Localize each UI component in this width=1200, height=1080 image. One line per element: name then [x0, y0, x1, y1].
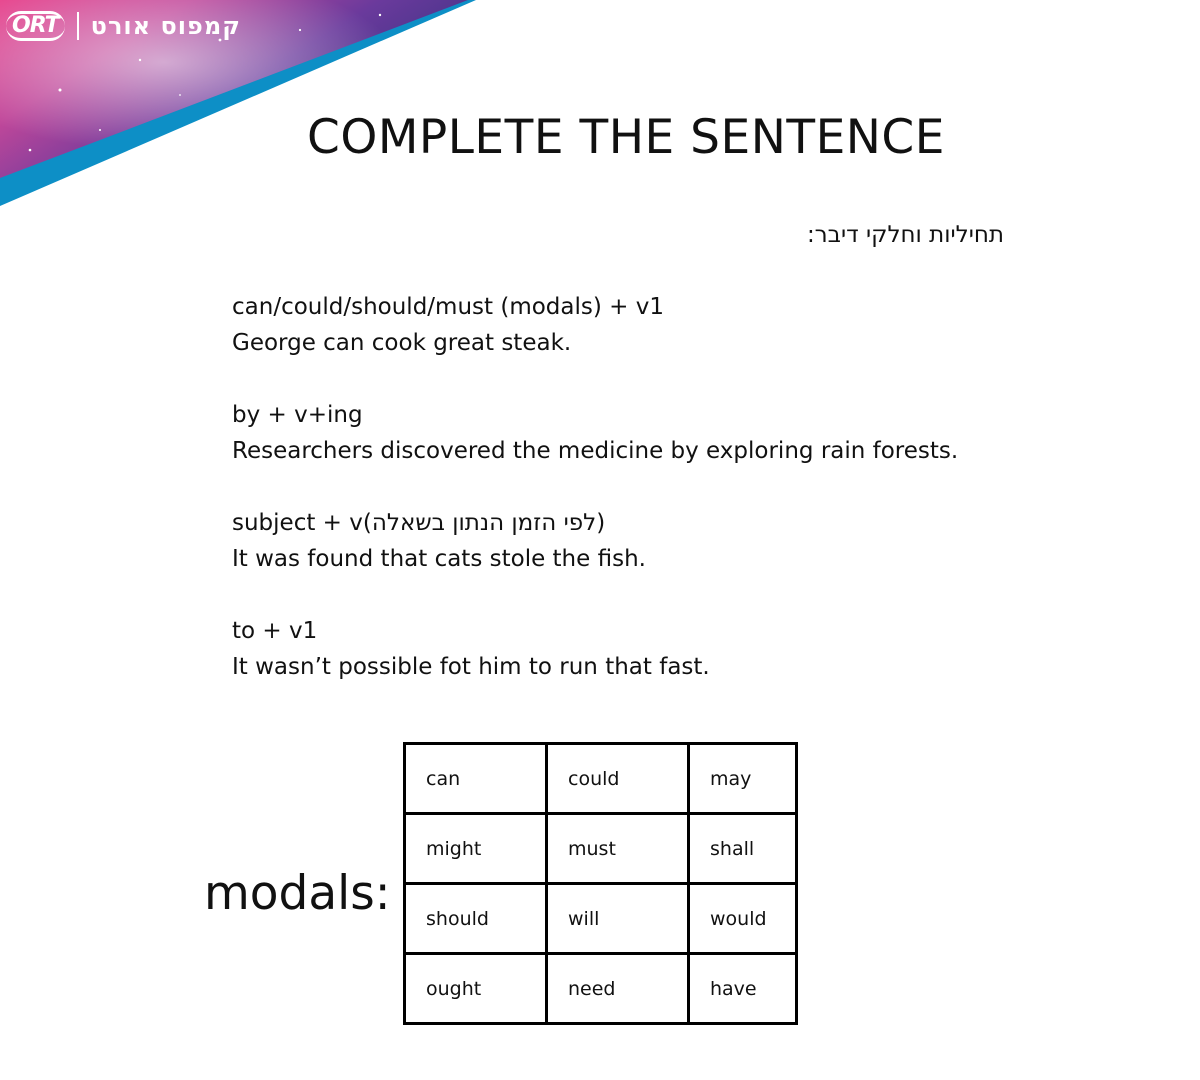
table-row	[405, 884, 797, 954]
logo-separator	[77, 12, 79, 40]
table-cell: will	[547, 884, 689, 954]
hebrew-heading: תחיליות וחלקי דיבר:	[806, 222, 1004, 248]
logo-campus: קמפוס אורט	[90, 12, 241, 40]
rule-item	[232, 505, 1032, 577]
modals-label: modals:	[204, 866, 391, 921]
rule-item	[232, 397, 1032, 469]
logo-ort: ORT	[6, 11, 65, 41]
table-cell: could	[547, 744, 689, 814]
rule-pattern: by + v+ing	[232, 402, 363, 428]
rule-example: George can cook great steak.	[232, 330, 572, 356]
table-cell: might	[405, 814, 547, 884]
rule-example: It was found that cats stole the fish.	[232, 546, 646, 572]
table-cell: may	[689, 744, 797, 814]
logo	[6, 6, 286, 46]
rule-pattern-hebrew: (לפי הזמן הנתון בשאלה)	[362, 510, 606, 536]
page-title: COMPLETE THE SENTENCE	[307, 110, 945, 165]
table-cell: should	[405, 884, 547, 954]
table-cell: can	[405, 744, 547, 814]
rule-example: It wasn’t possible fot him to run that fast.	[232, 654, 710, 680]
table-cell: ought	[405, 954, 547, 1024]
rule-pattern: to + v1	[232, 618, 318, 644]
table-cell: have	[689, 954, 797, 1024]
rule-pattern-prefix: subject + v	[232, 510, 363, 536]
table-cell: must	[547, 814, 689, 884]
table-row	[405, 814, 797, 884]
table-cell: need	[547, 954, 689, 1024]
table-row	[405, 954, 797, 1024]
modals-table	[403, 742, 798, 1025]
rule-example: Researchers discovered the medicine by exploring rain forests.	[232, 438, 959, 464]
rules-list	[232, 289, 1032, 721]
rule-item	[232, 289, 1032, 361]
table-cell: would	[689, 884, 797, 954]
table-cell: shall	[689, 814, 797, 884]
rule-pattern	[232, 505, 1032, 541]
table-row	[405, 744, 797, 814]
rule-item	[232, 613, 1032, 685]
rule-pattern: can/could/should/must (modals) + v1	[232, 294, 664, 320]
